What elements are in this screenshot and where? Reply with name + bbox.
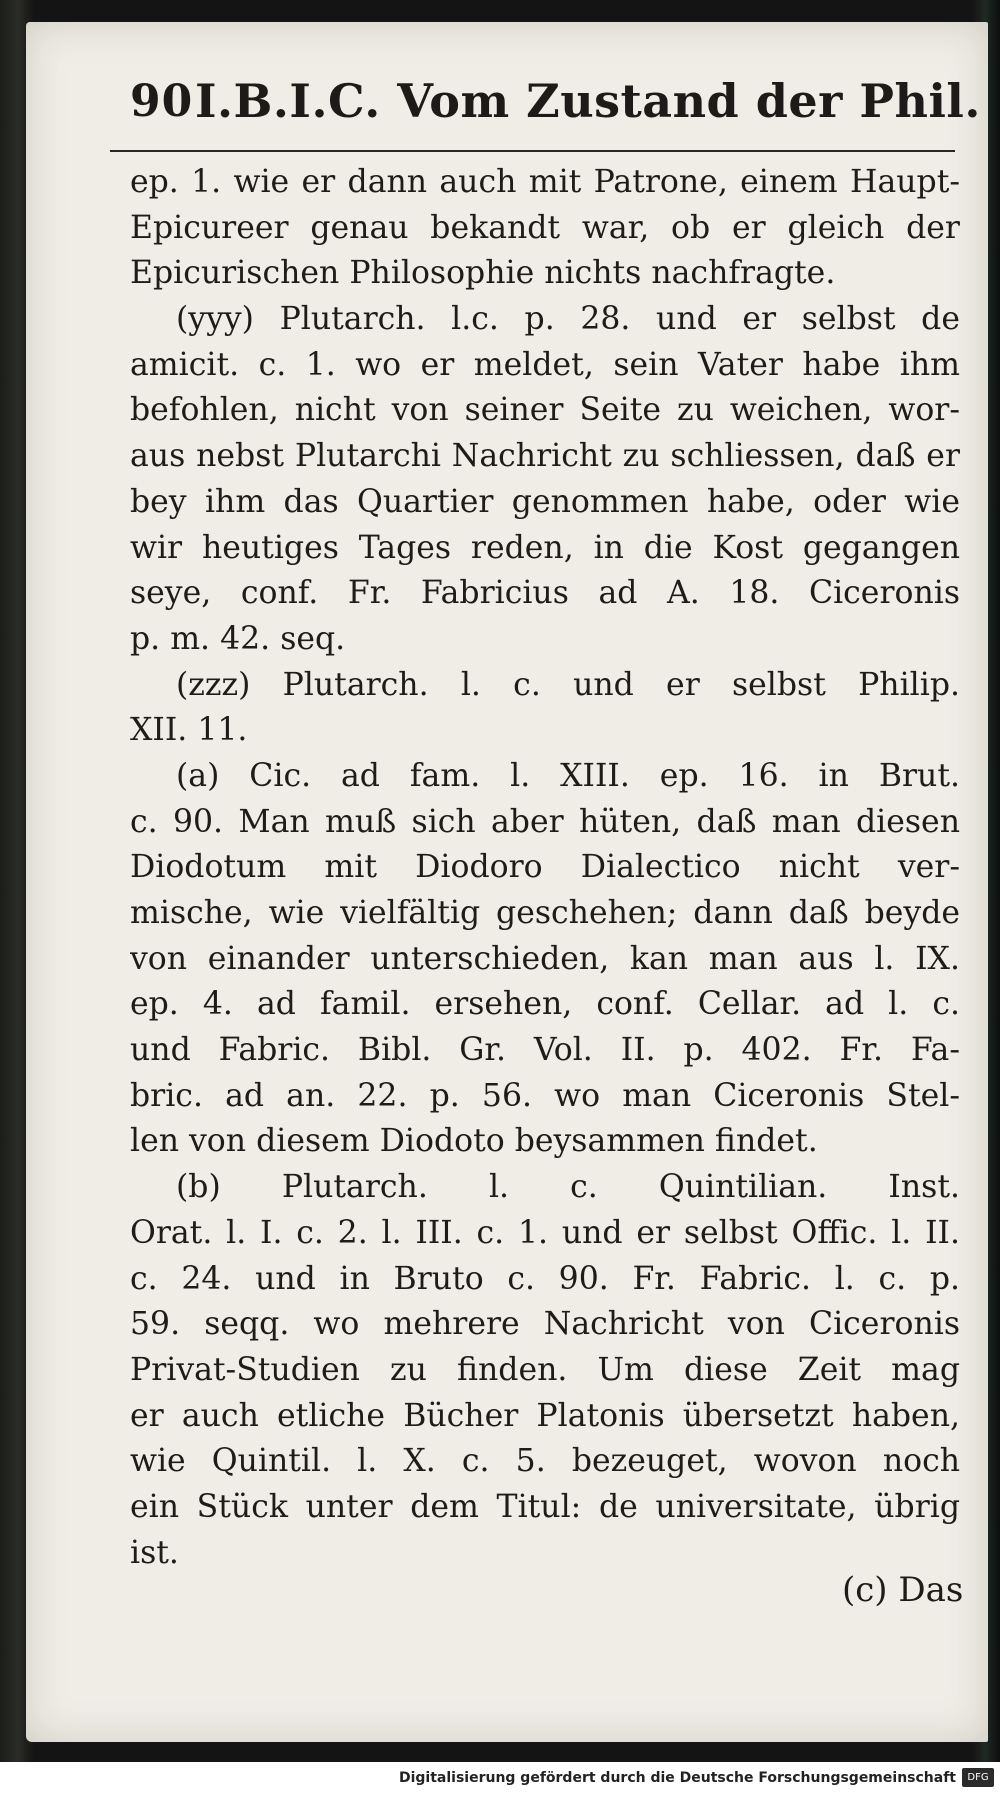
text-line: amicit. c. 1. wo er meldet, sein Vater habe ihm (130, 346, 960, 383)
text-line: ep. 1. wie er dann auch mit Patrone, einem Haupt- (130, 164, 960, 200)
funding-credit: Digitalisierung gefördert durch die Deutsche Forschungsgemeinschaft (398, 1770, 956, 1786)
text-line: c. 24. und in Bruto c. 90. Fr. Fabric. l. c. p. (130, 1260, 960, 1297)
text-line: bey ihm das Quartier genommen habe, oder wie (130, 483, 960, 520)
text-line: (b) Plutarch. l. c. Quintilian. Inst. (176, 1169, 960, 1206)
text-line: Diodotum mit Diodoro Dialectico nicht ver- (130, 849, 960, 886)
text-line: Orat. l. I. c. 2. l. III. c. 1. und er selbst Offic. l. II. (130, 1214, 960, 1251)
digitization-footer (0, 1762, 1000, 1795)
text-line: befohlen, nicht von seiner Seite zu weichen, wor- (130, 392, 960, 429)
text-line: wie Quintil. l. X. c. 5. bezeuget, wovon noch (130, 1443, 960, 1480)
page-number: 90 (130, 76, 194, 127)
text-line: Epicureer genau bekandt war, ob er gleich der (130, 209, 960, 246)
text-line: p. m. 42. seq. (130, 620, 346, 657)
text-line: seye, conf. Fr. Fabricius ad A. 18. Ciceronis (130, 575, 960, 612)
text-line: von einander unterschieden, kan man aus l. IX. (130, 940, 960, 977)
running-head: I.B.I.C. Vom Zustand der Phil. (195, 74, 981, 128)
text-line: (a) Cic. ad fam. l. XIII. ep. 16. in Brut. (176, 757, 960, 794)
text-line: len von diesem Diodoto beysammen findet. (130, 1123, 818, 1160)
text-line: aus nebst Plutarchi Nachricht zu schliessen, daß er (130, 438, 960, 475)
text-line: und Fabric. Bibl. Gr. Vol. II. p. 402. Fr. Fa- (130, 1032, 960, 1069)
text-line: ep. 4. ad famil. ersehen, conf. Cellar. ad l. c. (130, 986, 960, 1023)
text-line: XII. 11. (130, 712, 248, 749)
text-line: ist. (130, 1534, 179, 1571)
text-line: 59. seqq. wo mehrere Nachricht von Ciceronis (130, 1306, 960, 1343)
text-line: wir heutiges Tages reden, in die Kost gegangen (130, 529, 960, 566)
text-line: (yyy) Plutarch. l.c. p. 28. und er selbst de (176, 301, 960, 338)
page-header (110, 70, 981, 152)
text-line: bric. ad an. 22. p. 56. wo man Ciceronis Stel- (130, 1077, 960, 1114)
catchword: (c) Das (842, 1570, 964, 1610)
text-line: c. 90. Man muß sich aber hüten, daß man diesen (130, 803, 960, 840)
text-line: mische, wie vielfältig geschehen; dann daß beyde (130, 895, 960, 931)
text-line: ein Stück unter dem Titul: de universitate, übrig (130, 1488, 960, 1525)
text-line: (zzz) Plutarch. l. c. und er selbst Philip. (176, 666, 960, 703)
dfg-logo-icon: DFG (962, 1768, 994, 1787)
text-line: Epicurischen Philosophie nichts nachfragte. (130, 255, 836, 292)
footnote-text (130, 160, 960, 1576)
text-line: er auch etliche Bücher Platonis übersetzt haben, (130, 1397, 960, 1434)
text-line: Privat-Studien zu finden. Um diese Zeit mag (130, 1351, 960, 1388)
